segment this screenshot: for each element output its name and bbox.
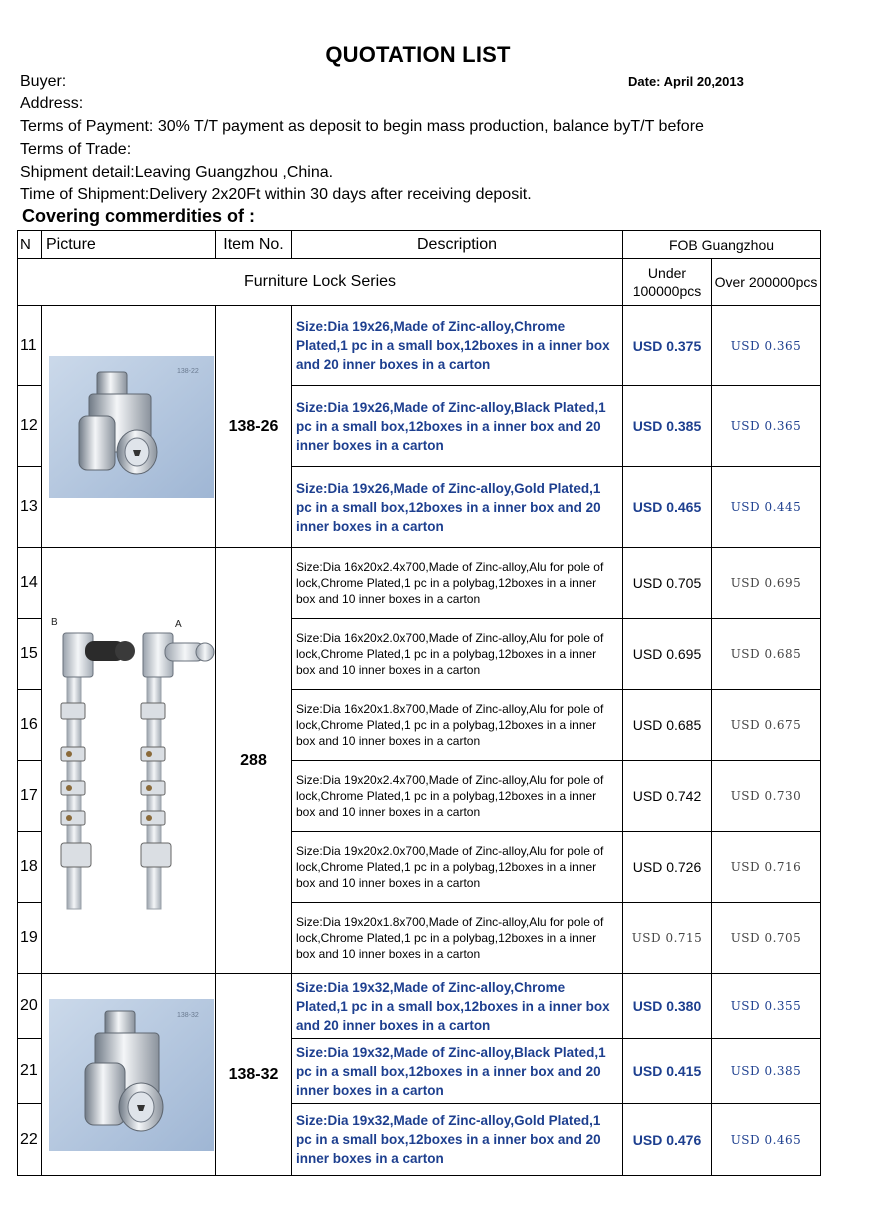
col-header-description: Description xyxy=(292,231,623,259)
covering-heading: Covering commerdities of : xyxy=(22,206,256,226)
col-header-under: Under 100000pcs xyxy=(623,259,712,306)
row-description: Size:Dia 19x20x2.0x700,Made of Zinc-alloy,Alu for pole of lock,Chrome Plated,1 pc in a polybag,12boxes in a inner box and 10 inner boxes in a carton xyxy=(292,832,623,903)
price-under: USD 0.715 xyxy=(623,903,712,974)
col-header-picture: Picture xyxy=(42,231,216,259)
pole-lock-image xyxy=(43,611,215,911)
row-number: 13 xyxy=(18,467,42,548)
price-over: USD 0.465 xyxy=(712,1104,821,1176)
payment-terms: Terms of Payment: 30% T/T payment as deposit to begin mass production, balance byT/T before xyxy=(20,118,704,135)
col-header-n: N xyxy=(18,231,42,259)
row-description: Size:Dia 19x26,Made of Zinc-alloy,Chrome Plated,1 pc in a small box,12boxes in a inner box and 20 inner boxes in a carton xyxy=(292,306,623,386)
price-under: USD 0.465 xyxy=(623,467,712,548)
cam-lock-image xyxy=(49,356,214,498)
row-number: 16 xyxy=(18,690,42,761)
table-row xyxy=(18,306,821,386)
row-number: 19 xyxy=(18,903,42,974)
series-title: Furniture Lock Series xyxy=(18,259,623,306)
row-number: 18 xyxy=(18,832,42,903)
row-description: Size:Dia 19x32,Made of Zinc-alloy,Gold Plated,1 pc in a small box,12boxes in a inner box and 20 inner boxes in a carton xyxy=(292,1104,623,1176)
item-number: 288 xyxy=(216,548,292,974)
col-header-item: Item No. xyxy=(216,231,292,259)
row-number: 21 xyxy=(18,1039,42,1104)
price-over: USD 0.385 xyxy=(712,1039,821,1104)
quote-date: Date: April 20,2013 xyxy=(628,74,744,89)
row-number: 12 xyxy=(18,386,42,467)
picture-label: 138-22 xyxy=(177,367,199,375)
price-under: USD 0.705 xyxy=(623,548,712,619)
row-number: 17 xyxy=(18,761,42,832)
row-description: Size:Dia 19x20x1.8x700,Made of Zinc-alloy,Alu for pole of lock,Chrome Plated,1 pc in a polybag,12boxes in a inner box and 10 inner boxes in a carton xyxy=(292,903,623,974)
row-description: Size:Dia 19x20x2.4x700,Made of Zinc-alloy,Alu for pole of lock,Chrome Plated,1 pc in a polybag,12boxes in a inner box and 10 inner boxes in a carton xyxy=(292,761,623,832)
price-over: USD 0.365 xyxy=(712,386,821,467)
price-under: USD 0.695 xyxy=(623,619,712,690)
row-number: 15 xyxy=(18,619,42,690)
col-header-fob: FOB Guangzhou xyxy=(623,231,821,259)
price-under: USD 0.380 xyxy=(623,974,712,1039)
trade-terms: Terms of Trade: xyxy=(20,141,132,158)
price-under: USD 0.476 xyxy=(623,1104,712,1176)
product-picture-138-26 xyxy=(42,306,216,548)
price-under: USD 0.375 xyxy=(623,306,712,386)
quotation-table xyxy=(17,230,821,1176)
row-description: Size:Dia 16x20x1.8x700,Made of Zinc-alloy,Alu for pole of lock,Chrome Plated,1 pc in a polybag,12boxes in a inner box and 10 inner boxes in a carton xyxy=(292,690,623,761)
price-over: USD 0.685 xyxy=(712,619,821,690)
table-row xyxy=(18,548,821,619)
price-over: USD 0.445 xyxy=(712,467,821,548)
table-row xyxy=(18,974,821,1039)
price-over: USD 0.705 xyxy=(712,903,821,974)
col-header-over: Over 200000pcs xyxy=(712,259,821,306)
row-number: 22 xyxy=(18,1104,42,1176)
row-description: Size:Dia 16x20x2.0x700,Made of Zinc-alloy,Alu for pole of lock,Chrome Plated,1 pc in a polybag,12boxes in a inner box and 10 inner boxes in a carton xyxy=(292,619,623,690)
picture-label-b: B xyxy=(50,616,58,628)
price-under: USD 0.742 xyxy=(623,761,712,832)
page-title: QUOTATION LIST xyxy=(325,42,511,67)
price-over: USD 0.355 xyxy=(712,974,821,1039)
shipment-detail: Shipment detail:Leaving Guangzhou ,China. xyxy=(20,164,334,181)
product-picture-288 xyxy=(42,548,216,974)
row-number: 14 xyxy=(18,548,42,619)
row-number: 11 xyxy=(18,306,42,386)
price-over: USD 0.675 xyxy=(712,690,821,761)
price-under: USD 0.415 xyxy=(623,1039,712,1104)
picture-label: 138-32 xyxy=(177,1011,199,1019)
row-description: Size:Dia 19x32,Made of Zinc-alloy,Black Plated,1 pc in a small box,12boxes in a inner box and 20 inner boxes in a carton xyxy=(292,1039,623,1104)
price-over: USD 0.730 xyxy=(712,761,821,832)
price-under: USD 0.385 xyxy=(623,386,712,467)
product-picture-138-32 xyxy=(42,974,216,1176)
price-under: USD 0.726 xyxy=(623,832,712,903)
price-under: USD 0.685 xyxy=(623,690,712,761)
item-number: 138-26 xyxy=(216,306,292,548)
price-over: USD 0.365 xyxy=(712,306,821,386)
shipment-time: Time of Shipment:Delivery 2x20Ft within 30 days after receiving deposit. xyxy=(20,186,532,203)
price-over: USD 0.716 xyxy=(712,832,821,903)
price-over: USD 0.695 xyxy=(712,548,821,619)
item-number: 138-32 xyxy=(216,974,292,1176)
buyer-label: Buyer: xyxy=(20,73,67,90)
row-description: Size:Dia 16x20x2.4x700,Made of Zinc-alloy,Alu for pole of lock,Chrome Plated,1 pc in a polybag,12boxes in a inner box and 10 inner boxes in a carton xyxy=(292,548,623,619)
row-number: 20 xyxy=(18,974,42,1039)
row-description: Size:Dia 19x32,Made of Zinc-alloy,Chrome Plated,1 pc in a small box,12boxes in a inner box and 20 inner boxes in a carton xyxy=(292,974,623,1039)
row-description: Size:Dia 19x26,Made of Zinc-alloy,Gold Plated,1 pc in a small box,12boxes in a inner box and 20 inner boxes in a carton xyxy=(292,467,623,548)
row-description: Size:Dia 19x26,Made of Zinc-alloy,Black Plated,1 pc in a small box,12boxes in a inner box and 20 inner boxes in a carton xyxy=(292,386,623,467)
drawer-lock-image xyxy=(49,999,214,1151)
address-label: Address: xyxy=(20,95,84,112)
picture-label-a: A xyxy=(174,618,182,630)
